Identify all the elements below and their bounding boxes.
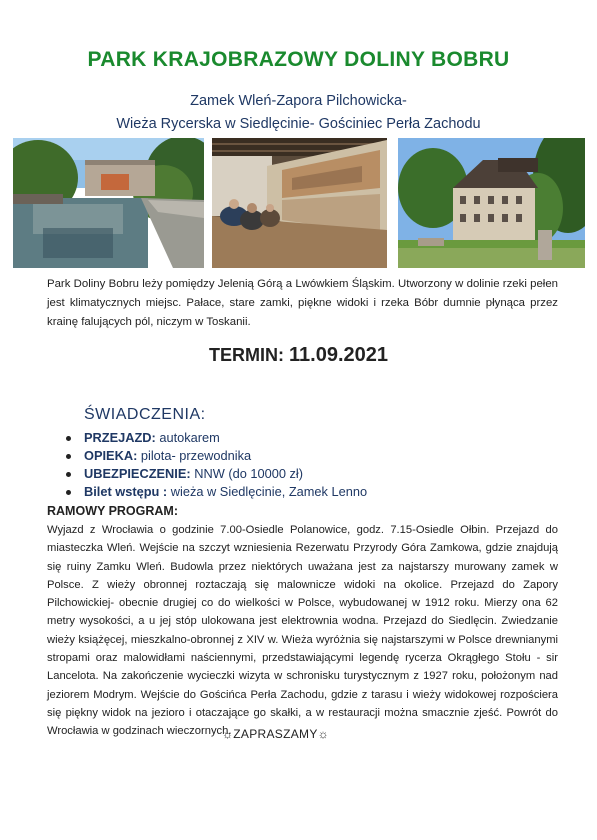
termin <box>0 344 597 367</box>
benefit-value: pilota- przewodnika <box>137 448 252 463</box>
bullet-icon <box>66 472 71 477</box>
intro-paragraph: Park Doliny Bobru leży pomiędzy Jelenią Górą a Lwówkiem Śląskim. Utworzony w dolinie rzeki pełen jest klimatycznych miejsc. Pałace, stare zamki, piękne widoki i rzeka Bóbr dumnie płynąca przez krainę falujących pól, niczym w Toskanii. <box>47 278 558 328</box>
photo-dam-river <box>13 138 204 268</box>
closing-invitation: ☼ZAPRASZAMY☼ <box>222 727 329 741</box>
program-heading: RAMOWY PROGRAM: <box>47 504 179 518</box>
bullet-icon <box>66 454 71 459</box>
benefit-item <box>64 429 367 447</box>
benefit-label: PRZEJAZD: <box>84 430 156 445</box>
benefit-value: NNW (do 10000 zł) <box>190 466 304 481</box>
termin-date: 11.09.2021 <box>289 344 388 366</box>
bullet-icon <box>66 490 71 495</box>
program-text: Wyjazd z Wrocławia o godzinie 7.00-Osiedle Polanowice, godz. 7.15-Osiedle Ołbin. Przejazd do miasteczka Wleń. Wejście na szczyt wzniesienia Rezerwatu Przyrody Góra Zamkowa, gdzie znajdują się ruiny Zamku Wleń. Budowla przez niektórych uważana jest za najstarszy murowany zamek w Polsce. Z wieży obronnej roztaczają się malownicze widoki na okolice. Przejazd do Zapory Pilchowickiej- obecnie drugiej co do wielkości w Polsce, wybudowanej w 1912 roku. Mierzy ona 62 metry wysokości, a u jej stóp ulokowana jest elektrownia wodna. Przejazd do Siedlęcin. Zwiedzanie wieży książęcej, mieszkalno-obronnej z XIV w. Wieża wyróżnia się najstarszymi w Polsce drewnianymi stropami oraz malowidłami naściennymi, przedstawiającymi legendę rycerza Okrągłego Stołu - sir Lancelota. Na zakończenie wycieczki wizyta w schronisku turystycznym z 1927 roku, położonym nad jeziorem Modrym. Wejście do Gościńca Perła Zachodu, gdzie z tarasu i wieży widokowej rozpościera się piękny widok na jezioro i otaczające go skałki, a w restauracji można smacznie zjeść. Powrót do Wrocławia w godzinach wieczornych. <box>47 524 558 738</box>
benefits-list <box>64 429 367 501</box>
subtitle-line-1: Zamek Wleń-Zapora Pilchowicka- <box>190 93 407 109</box>
benefits-heading: ŚWIADCZENIA: <box>84 406 206 423</box>
photo-knight-tower <box>398 138 585 268</box>
photo-frescoes-interior <box>212 138 387 268</box>
benefit-label: OPIEKA: <box>84 448 138 463</box>
benefit-value: autokarem <box>155 430 220 445</box>
subtitle-line-2: Wieża Rycerska w Siedlęcinie- Gościniec Perła Zachodu <box>116 116 481 132</box>
page-title: PARK KRAJOBRAZOWY DOLINY BOBRU <box>87 48 510 71</box>
bullet-icon <box>66 436 71 441</box>
termin-label: TERMIN: <box>208 345 284 365</box>
benefit-item <box>64 465 367 483</box>
benefit-item <box>64 483 367 501</box>
benefit-item <box>64 447 367 465</box>
benefit-value: wieża w Siedlęcinie, Zamek Lenno <box>167 484 368 499</box>
benefit-label: Bilet wstępu : <box>84 484 168 499</box>
benefit-label: UBEZPIECZENIE: <box>84 466 191 481</box>
